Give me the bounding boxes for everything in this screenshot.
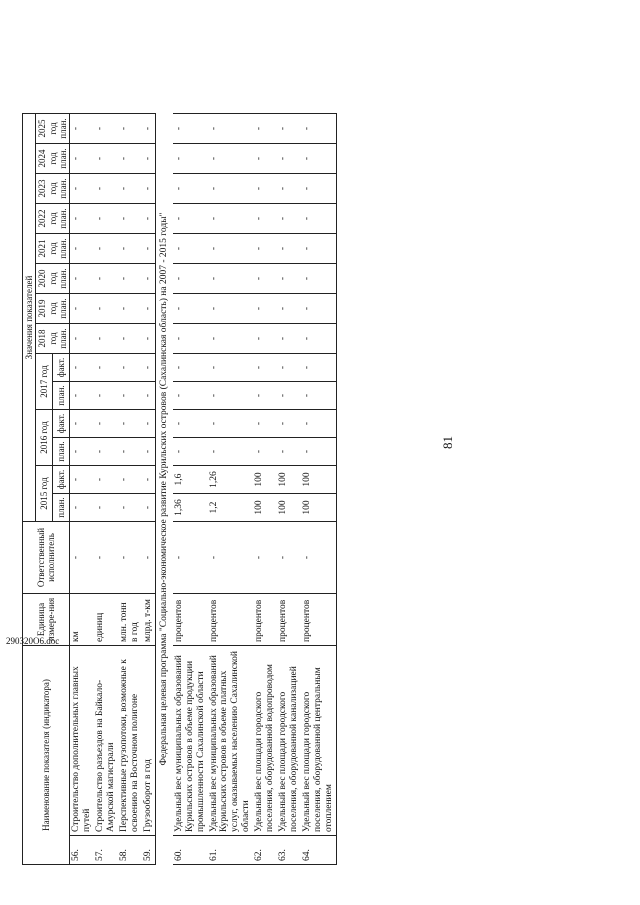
value-cell: - <box>253 114 277 144</box>
page-number: 81 <box>440 436 455 449</box>
value-cell: - <box>208 410 254 438</box>
indicator-name: Строительство разъездов на Байкало-Амурской магистрали <box>94 646 118 836</box>
indicator-name: Удельный вес муниципальных образований Курильских островов в объеме платных услуг, оказываемых населению Сахалинской области <box>208 646 254 836</box>
value-cell: - <box>277 438 301 466</box>
value-cell: - <box>94 438 118 466</box>
value-cell: - <box>70 410 94 438</box>
unit-cell: единиц <box>94 594 118 646</box>
value-cell: - <box>94 410 118 438</box>
value-cell: - <box>142 144 155 174</box>
value-cell: - <box>94 264 118 294</box>
value-cell: - <box>173 294 208 324</box>
value-cell: - <box>173 114 208 144</box>
indicator-name: Строительство дополнительных главных путей <box>70 646 94 836</box>
value-cell: - <box>277 204 301 234</box>
value-cell: - <box>94 382 118 410</box>
table-row <box>94 114 118 865</box>
value-cell: - <box>118 354 142 382</box>
value-cell: 100 <box>301 494 336 522</box>
value-cell: - <box>277 294 301 324</box>
value-cell: - <box>253 354 277 382</box>
value-cell: - <box>277 264 301 294</box>
value-cell: - <box>94 234 118 264</box>
table-row <box>142 114 155 865</box>
value-cell: - <box>70 204 94 234</box>
value-cell: - <box>118 234 142 264</box>
value-cell: 100 <box>301 466 336 494</box>
value-cell: - <box>70 264 94 294</box>
value-cell: 1,6 <box>173 466 208 494</box>
value-cell: - <box>277 234 301 264</box>
unit-cell: процентов <box>253 594 277 646</box>
executor-cell: - <box>253 522 277 594</box>
value-cell: - <box>173 204 208 234</box>
value-cell: - <box>301 114 336 144</box>
value-cell: - <box>208 234 254 264</box>
value-cell: - <box>301 354 336 382</box>
value-cell: - <box>301 324 336 354</box>
value-cell: - <box>70 494 94 522</box>
value-cell: - <box>301 438 336 466</box>
value-cell: - <box>301 382 336 410</box>
value-cell: - <box>118 174 142 204</box>
value-cell: - <box>208 114 254 144</box>
value-cell: - <box>142 494 155 522</box>
unit-cell: процентов <box>173 594 208 646</box>
header-year: 2022 год план. <box>36 204 70 234</box>
header-fact: факт. <box>53 410 70 438</box>
header-plan: план. <box>53 382 70 410</box>
value-cell: - <box>94 114 118 144</box>
unit-cell: процентов <box>277 594 301 646</box>
value-cell: - <box>208 354 254 382</box>
row-number: 62. <box>253 836 277 865</box>
value-cell: - <box>118 324 142 354</box>
row-number: 56. <box>70 836 94 865</box>
value-cell: 1,36 <box>173 494 208 522</box>
header-year: 2024 год план. <box>36 144 70 174</box>
value-cell: - <box>142 264 155 294</box>
header-year: 2018 год план. <box>36 324 70 354</box>
value-cell: - <box>70 354 94 382</box>
value-cell: - <box>142 294 155 324</box>
executor-cell: - <box>94 522 118 594</box>
value-cell: - <box>118 410 142 438</box>
value-cell: - <box>253 234 277 264</box>
value-cell: - <box>70 114 94 144</box>
header-2015: 2015 год <box>36 466 53 522</box>
value-cell: - <box>142 410 155 438</box>
indicator-name: Удельный вес площади городского поселения, оборудованной канализацией <box>277 646 301 836</box>
header-year: 2025 год план. <box>36 114 70 144</box>
value-cell: - <box>118 494 142 522</box>
value-cell: - <box>142 382 155 410</box>
value-cell: 1,26 <box>208 466 254 494</box>
value-cell: - <box>70 438 94 466</box>
value-cell: - <box>70 382 94 410</box>
value-cell: - <box>118 294 142 324</box>
value-cell: - <box>301 234 336 264</box>
indicator-name: Грузооборот в год <box>142 646 155 836</box>
value-cell: - <box>208 382 254 410</box>
value-cell: - <box>277 144 301 174</box>
value-cell: - <box>118 204 142 234</box>
value-cell: 100 <box>253 466 277 494</box>
indicator-name: Удельный вес муниципальных образований Курильских островов в объеме продукции промышленности Сахалинской области <box>173 646 208 836</box>
value-cell: - <box>142 466 155 494</box>
value-cell: - <box>173 438 208 466</box>
value-cell: - <box>94 494 118 522</box>
executor-cell: - <box>208 522 254 594</box>
value-cell: - <box>173 174 208 204</box>
header-fact: факт. <box>53 354 70 382</box>
value-cell: - <box>94 204 118 234</box>
value-cell: - <box>173 382 208 410</box>
executor-cell: - <box>142 522 155 594</box>
value-cell: - <box>253 410 277 438</box>
value-cell: - <box>208 204 254 234</box>
value-cell: - <box>70 234 94 264</box>
value-cell: - <box>70 324 94 354</box>
value-cell: - <box>173 354 208 382</box>
value-cell: - <box>277 174 301 204</box>
value-cell: - <box>301 294 336 324</box>
value-cell: - <box>253 144 277 174</box>
executor-cell: - <box>70 522 94 594</box>
value-cell: - <box>253 438 277 466</box>
value-cell: - <box>301 410 336 438</box>
value-cell: - <box>173 324 208 354</box>
value-cell: - <box>277 114 301 144</box>
table-row <box>301 114 336 865</box>
value-cell: - <box>173 264 208 294</box>
row-number: 59. <box>142 836 155 865</box>
value-cell: - <box>208 294 254 324</box>
unit-cell: процентов <box>301 594 336 646</box>
executor-cell: - <box>173 522 208 594</box>
value-cell: - <box>277 354 301 382</box>
value-cell: - <box>142 234 155 264</box>
value-cell: - <box>142 324 155 354</box>
value-cell: 100 <box>253 494 277 522</box>
value-cell: - <box>253 382 277 410</box>
value-cell: - <box>142 174 155 204</box>
value-cell: - <box>118 114 142 144</box>
header-2016: 2016 год <box>36 410 53 466</box>
value-cell: - <box>94 294 118 324</box>
value-cell: - <box>118 382 142 410</box>
unit-cell: км <box>70 594 94 646</box>
row-number: 57. <box>94 836 118 865</box>
indicator-name: Перспективные грузопотоки, возможные к освоению на Восточном полигоне <box>118 646 142 836</box>
unit-cell: процентов <box>208 594 254 646</box>
header-year: 2019 год план. <box>36 294 70 324</box>
header-unit: Единица измере-ния <box>23 594 70 646</box>
value-cell: - <box>118 466 142 494</box>
value-cell: - <box>142 114 155 144</box>
row-number: 63. <box>277 836 301 865</box>
header-exec: Ответственный исполнитель <box>23 522 70 594</box>
header-year: 2023 год план. <box>36 174 70 204</box>
value-cell: - <box>94 466 118 494</box>
header-2017: 2017 год <box>36 354 53 410</box>
value-cell: - <box>253 264 277 294</box>
table-row <box>118 114 142 865</box>
row-number: 58. <box>118 836 142 865</box>
header-fact: факт. <box>53 466 70 494</box>
row-number: 60. <box>173 836 208 865</box>
executor-cell: - <box>301 522 336 594</box>
value-cell: - <box>277 324 301 354</box>
value-cell: - <box>173 410 208 438</box>
value-cell: - <box>142 354 155 382</box>
value-cell: - <box>142 204 155 234</box>
program-title: Федеральная целевая программа "Социально-экономическое развитие Курильских островов (Сахалинская область) на 2007 - 2015 годы" <box>158 212 169 766</box>
value-cell: - <box>208 144 254 174</box>
value-cell: 1,2 <box>208 494 254 522</box>
value-cell: 100 <box>277 466 301 494</box>
indicator-name: Удельный вес площади городского поселения, оборудованной центральным отоплением <box>301 646 336 836</box>
value-cell: - <box>94 144 118 174</box>
row-number: 64. <box>301 836 336 865</box>
value-cell: - <box>118 144 142 174</box>
value-cell: - <box>118 264 142 294</box>
header-plan: план. <box>53 438 70 466</box>
row-number: 61. <box>208 836 254 865</box>
value-cell: - <box>277 410 301 438</box>
table-row <box>70 114 94 865</box>
value-cell: - <box>70 294 94 324</box>
value-cell: 100 <box>277 494 301 522</box>
unit-cell: млн. тонн в год <box>118 594 142 646</box>
value-cell: - <box>94 174 118 204</box>
value-cell: - <box>301 204 336 234</box>
value-cell: - <box>253 174 277 204</box>
value-cell: - <box>142 438 155 466</box>
value-cell: - <box>70 144 94 174</box>
header-year: 2020 год план. <box>36 264 70 294</box>
indicator-name: Удельный вес площади городского поселения, оборудованной водопроводом <box>253 646 277 836</box>
executor-cell: - <box>277 522 301 594</box>
value-cell: - <box>208 438 254 466</box>
value-cell: - <box>253 294 277 324</box>
footer-filename: 290320О6.doc <box>6 636 60 646</box>
value-cell: - <box>277 382 301 410</box>
value-cell: - <box>70 174 94 204</box>
value-cell: - <box>253 324 277 354</box>
value-cell: - <box>208 174 254 204</box>
value-cell: - <box>173 234 208 264</box>
unit-cell: млрд. т-км <box>142 594 155 646</box>
value-cell: - <box>70 466 94 494</box>
value-cell: - <box>94 324 118 354</box>
value-cell: - <box>94 354 118 382</box>
header-plan: план. <box>53 494 70 522</box>
executor-cell: - <box>118 522 142 594</box>
table-row <box>253 114 277 865</box>
table-row <box>208 114 254 865</box>
value-cell: - <box>301 174 336 204</box>
value-cell: - <box>208 264 254 294</box>
value-cell: - <box>301 144 336 174</box>
table-row <box>277 114 301 865</box>
value-cell: - <box>118 438 142 466</box>
value-cell: - <box>253 204 277 234</box>
header-name: Наименование показателя (индикатора) <box>23 646 70 865</box>
value-cell: - <box>301 264 336 294</box>
header-year: 2021 год план. <box>36 234 70 264</box>
indicators-table <box>22 113 337 865</box>
value-cell: - <box>208 324 254 354</box>
value-cell: - <box>173 144 208 174</box>
header-values: Значения показателей <box>23 114 36 522</box>
table-row <box>173 114 208 865</box>
